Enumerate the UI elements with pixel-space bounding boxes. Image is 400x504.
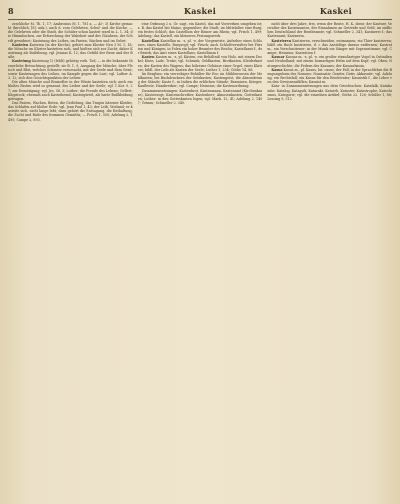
entry-headword: Kasteiung (12, 59, 31, 64)
dictionary-entry (267, 55, 392, 67)
entry-headword: Kastellan (141, 38, 160, 43)
dictionary-entry (8, 43, 133, 60)
entry-text: nicht über drei Jahre, frei, wenn der Rente, H. K. dient; der Kastner, Verwalter des Kastenamtes, der Einnahmen an Getreide und Geld; im südlichen Deutschland der Rentbeamte; vgl. Schmeller 2, 341; Kastnerei f.; das Kastenamt; Kastnerin. (267, 22, 392, 39)
dictionary-entry (138, 39, 263, 56)
entry-text: Das Fasten, Wachen, Beten, die Geißelung, das Tragen härener Kleider, das Schlafen auf bloßer Erde; vgl. Jean Paul 1, 43; der Leib, Wieland; er kasteite sich, nicht lange lebt; dazu gehört die Entsagung, die Enthaltung, die Zucht und Buße des frommen Gemüths; — Frisch 1, 500; Adelung 2, 1495; Campe 2, 893. (8, 100, 133, 122)
page-number: 8 (8, 6, 14, 16)
dictionary-entry (8, 59, 133, 80)
entry-text: Die alten Mönche und Einsiedler in der Wüste kasteiten sich; auch ein bloßes Fasten wird so genannt, des Leibes und der Seele; vgl. 1 Kor. 9, 27; zur Demütigung; vgl. Jes. 58, 3; Luther; die Freude des Lebens; Gellert; Klopstock; ehemals auch Kasteihemd, Kasteigürtel, als harte Bußkleidung getragen. (8, 80, 133, 101)
entry-text: Kasteien (in der Kirche), gehört zum Kloster Neu 3 M. 1, 18; die Mönche im Kloster kasteiten sich, und hielten sich zur Zucht; daher Kasteiung als Bußübung, vgl. Jesaias K. 12; das Gefühl der Reue und der Buße. (8, 42, 133, 60)
entry-text: Kata- in Zusammensetzungen aus dem Griechischen: Katafalk, Katakombe, Katalog, Katapult, Katarakt, Katarrh, Kataster, Katastrophe, Katechismus, Kategorie; vgl. die einzelnen Artikel; Göthe 22, 126; Schiller 1, 88; Lessing 9, 312. (267, 84, 392, 101)
entry-text: Kasuar m. -s, pl. -e, ein großer straußartiger Vogel in Ostindien und Neuholland; mit einem hornartigen Helm auf dem Kopf; vgl. Oken; Naturgeschichte; die Federn des Kasuars; der Kasuarbaum. (267, 55, 392, 68)
dictionary-entry (8, 101, 133, 122)
dictionary-entry (267, 84, 392, 101)
column-heading-1: Kaskei (183, 6, 217, 16)
header-rule (8, 19, 392, 20)
text-columns (8, 22, 392, 498)
entry-text: Kastrieren, verschneiden, entmannen; ein Thier kastrieren; bildl. ein Buch kastrieren, d. i. das Anstößige daraus entfernen; Kastrat m., ein Verschnittener; in der Musik ein Sänger mit Sopranstimme; vgl. Campe; Heinsius; Kastration f. (267, 38, 392, 56)
dictionary-entry (138, 89, 263, 106)
column-1 (8, 22, 133, 498)
entry-text: Kastellan m. -s, pl. -e, der Vorgesetzte, Aufseher eines Schlosses, eines Kastells; Burgvogt; vgl. Frisch; auch Schloßverwalter bei Fürsten und Königen; in Polen ein hoher Beamter des Reichs; Kastellanei f., der Bezirk, das Amt eines Kastellans; Kastellanin f. (137, 38, 263, 56)
entry-text: Kasteiung 1) (fehlt) gehörig vorh. Tod; — in die bekannte theuerliche Betrachtung gestellt; sie B. 1, 9; Ausgang der Mönche; über Fleisch und Blut, welches Schmerz verursacht, mit der Seele und dem Geist; sowie Kasteiungen des Leibes, im Kampfe gegen die Lust; vgl. Luther A. 3, 12; sich den Gesichtspunkten der Lehrer. (8, 59, 133, 81)
entry-headword: Kasteien (12, 42, 29, 47)
entry-headword: Kastrieren (271, 38, 292, 43)
entry-text: Zusammensetzungen: Kastenbrot, Kastenmann, Kastenamt (Kirchenkasse), Kastenvogt, Kastenschreiber, Kastenherr; Almosenkasten, Gotteskasten; Luther: in den Gotteskasten legen; vgl. Mark. 12, 41; Adelung 2, 1497; Grimm; Schmeller 2, 340. (137, 88, 263, 105)
dictionary-entry (267, 39, 392, 56)
column-3 (267, 22, 392, 498)
dictionary-entry (267, 22, 392, 39)
running-header (8, 6, 392, 18)
dictionary-entry (138, 72, 263, 89)
column-heading-2: Kaskei (319, 6, 352, 16)
entry-text: eine Ordnung 2 u. Gr. sagt, ein Kastel, das mit Vorwerken umgeben ist; z. B. das Kastel bei Mainz, gegenüber; die Stadt; im Mittelalter eine Burg, ein festes Schloß; das Castellum der Römer am Rhein; vgl. Frisch 1, 499; Adelung; das Kastell, ein kleineres Festungswerk. (137, 22, 263, 39)
entry-headword: Kasuar (271, 55, 285, 60)
entry-text: Im Bergbau: ein viereckiger Behälter für Erz; im Mühlenwesen der Mehlkasten; bei Buchdruckern der Setzkasten; Kastengeist, die Absonderung der Stände; Kaste f., in Indien die erblichen Stände; Braminen, Krieger, Kaufleute, Handwerker; vgl. Campe; Heinsius; die Kastenordnung. (137, 71, 263, 89)
entry-text: Kasus m., pl. Kasus, lat. casus, der Fall; in der Sprachlehre die Beugungsform des Nomens: Nominativ, Genitiv, Dativ, Akkusativ; vgl. Adelung; ein Rechtsfall; ein Kasus für den Beichtvater; Kasuistik f., die Lehre von den Gewissensfällen; Kasuist m. (267, 67, 392, 85)
entry-text: Kasten m. -s, pl. Kästen, ein Behältniß von Holz, mit einem Deckel; Kiste, Lade, Truhe; vgl. Schrank; Geldkasten, Brotkasten, Kleiderkasten; der Kasten des Wagens; das hölzerne Gehäuse einer Orgel, eines Klaviers; bildl. der Leib als Kasten der Seele; Luther 1, 234; Göthe 14, 88. (137, 55, 263, 72)
dictionary-entry (138, 22, 263, 39)
entry-headword: Kasus (271, 67, 283, 72)
entry-headword: Kasten (141, 55, 155, 60)
dictionary-entry (138, 55, 263, 72)
dictionary-entry (267, 68, 392, 85)
column-2 (138, 22, 263, 498)
dictionary-entry (8, 80, 133, 101)
entry-text: zeschliche M. Th. 1, 17; Ambrosius M. 1, 781 a. — Al-; 3) Kirche gemacht (kirchlich, [8]. unk.), auch d. vom Gelehrten, Schul- und die Kirche. — die Gelehrten oder die Stadt, die Schüler schon kasteit ward in L. 1, 34; die Himmlischen, zur Erforschung der Wahrheit und des Glaubens, der Schrift gewidmet; Kasteiung des Leibes, im Fasten, Wachen und im Gebet. (8, 22, 133, 43)
dictionary-entry (8, 22, 133, 43)
